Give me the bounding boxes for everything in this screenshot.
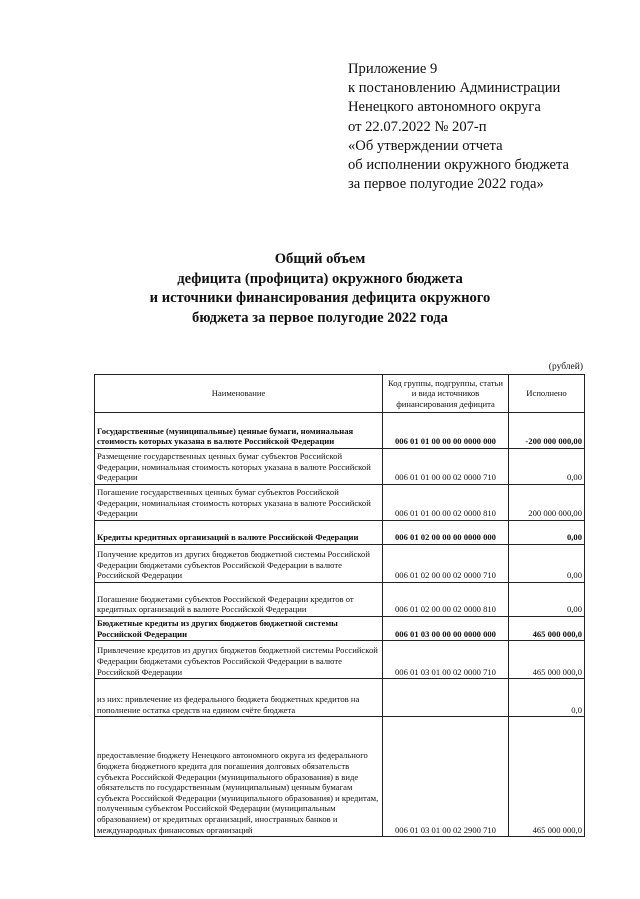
row-name: Погашение бюджетами субъектов Российской Федерации кредитов от кредитных организаций в валюте Российской Федерации bbox=[95, 583, 383, 617]
row-code: 006 01 02 00 00 02 0000 710 bbox=[383, 545, 509, 583]
title-line: бюджета за первое полугодие 2022 года bbox=[192, 309, 448, 326]
table-row bbox=[95, 545, 585, 583]
column-header-name: Наименование bbox=[95, 375, 383, 413]
row-amount: 0,0 bbox=[509, 679, 585, 717]
row-code bbox=[383, 679, 509, 717]
annex-line: за первое полугодие 2022 года» bbox=[348, 176, 544, 193]
column-header-amount: Исполнено bbox=[509, 375, 585, 413]
table-header-row bbox=[95, 375, 585, 413]
annex-line: об исполнении окружного бюджета bbox=[348, 157, 569, 174]
budget-sources-table bbox=[94, 374, 585, 837]
row-code: 006 01 03 01 00 02 0000 710 bbox=[383, 641, 509, 679]
title-line: Общий объем bbox=[274, 251, 366, 267]
row-code: 006 01 01 00 00 02 0000 810 bbox=[383, 485, 509, 521]
table-row bbox=[95, 485, 585, 521]
row-code: 006 01 02 00 00 02 0000 810 bbox=[383, 583, 509, 617]
row-amount: 465 000 000,0 bbox=[509, 717, 585, 837]
annex-header bbox=[348, 60, 628, 194]
row-name: Привлечение кредитов из других бюджетов бюджетной системы Российской Федерации бюджетами субъектов Российской Федерации в валюте Российской Федерации bbox=[95, 641, 383, 679]
row-name: Государственные (муниципальные) ценные бумаги, номинальная стоимость которых указана в валюте Российской Федерации bbox=[95, 413, 383, 449]
table-row bbox=[95, 583, 585, 617]
row-code: 006 01 01 00 00 02 0000 710 bbox=[383, 449, 509, 485]
annex-line: «Об утверждении отчета bbox=[348, 137, 503, 154]
table-row bbox=[95, 679, 585, 717]
unit-label: (рублей) bbox=[548, 362, 583, 372]
row-code: 006 01 03 00 00 00 0000 000 bbox=[383, 617, 509, 641]
row-amount: 200 000 000,00 bbox=[509, 485, 585, 521]
row-name: Получение кредитов из других бюджетов бюджетной системы Российской Федерации бюджетами субъектов Российской Федерации в валюте Российской Федерации bbox=[95, 545, 383, 583]
row-name: Кредиты кредитных организаций в валюте Российской Федерации bbox=[95, 521, 383, 545]
row-amount: 0,00 bbox=[509, 545, 585, 583]
row-name: предоставление бюджету Ненецкого автономного округа из федерального бюджета бюджетного кредита для погашения долговых обязательств субъекта Российской Федерации (муниципального образования) в виде обязательств по государственным (муниципальным) ценным бумагам субъекта Российской Федерации (муниципального образования) и кредитам, полученным субъектом Российской Федерации (муниципальным образованием) от кредитных организаций, иностранных банков и международных финансовых организаций bbox=[95, 717, 383, 837]
title-line: дефицита (профицита) окружного бюджета bbox=[177, 270, 463, 287]
annex-line: Приложение 9 bbox=[348, 61, 438, 77]
row-amount: 0,00 bbox=[509, 583, 585, 617]
row-amount: 0,00 bbox=[509, 521, 585, 545]
row-name: Бюджетные кредиты из других бюджетов бюджетной системы Российской Федерации bbox=[95, 617, 383, 641]
annex-line: от 22.07.2022 № 207-п bbox=[348, 118, 487, 135]
table-row bbox=[95, 717, 585, 837]
row-name: Размещение государственных ценных бумаг субъектов Российской Федерации, номинальная стоимость которых указана в валюте Российской Федерации bbox=[95, 449, 383, 485]
row-amount: 465 000 000,0 bbox=[509, 617, 585, 641]
table-row bbox=[95, 641, 585, 679]
annex-line: к постановлению Администрации bbox=[348, 80, 561, 97]
annex-line: Ненецкого автономного округа bbox=[348, 99, 541, 116]
table-row bbox=[95, 617, 585, 641]
row-amount: -200 000 000,00 bbox=[509, 413, 585, 449]
document-title bbox=[0, 250, 640, 328]
table-row bbox=[95, 413, 585, 449]
table-row bbox=[95, 449, 585, 485]
row-code: 006 01 02 00 00 00 0000 000 bbox=[383, 521, 509, 545]
row-code: 006 01 01 00 00 00 0000 000 bbox=[383, 413, 509, 449]
row-name: из них: привлечение из федерального бюджета бюджетных кредитов на пополнение остатка средств на едином счёте бюджета bbox=[95, 679, 383, 717]
row-amount: 465 000 000,0 bbox=[509, 641, 585, 679]
column-header-code: Код группы, подгруппы, статьи и вида источников финансирования дефицита bbox=[383, 375, 509, 413]
title-line: и источники финансирования дефицита окружного bbox=[149, 290, 491, 306]
table-row bbox=[95, 521, 585, 545]
row-amount: 0,00 bbox=[509, 449, 585, 485]
row-code: 006 01 03 01 00 02 2900 710 bbox=[383, 717, 509, 837]
row-name: Погашение государственных ценных бумаг субъектов Российской Федерации, номинальная стоимость которых указана в валюте Российской Федерации bbox=[95, 485, 383, 521]
